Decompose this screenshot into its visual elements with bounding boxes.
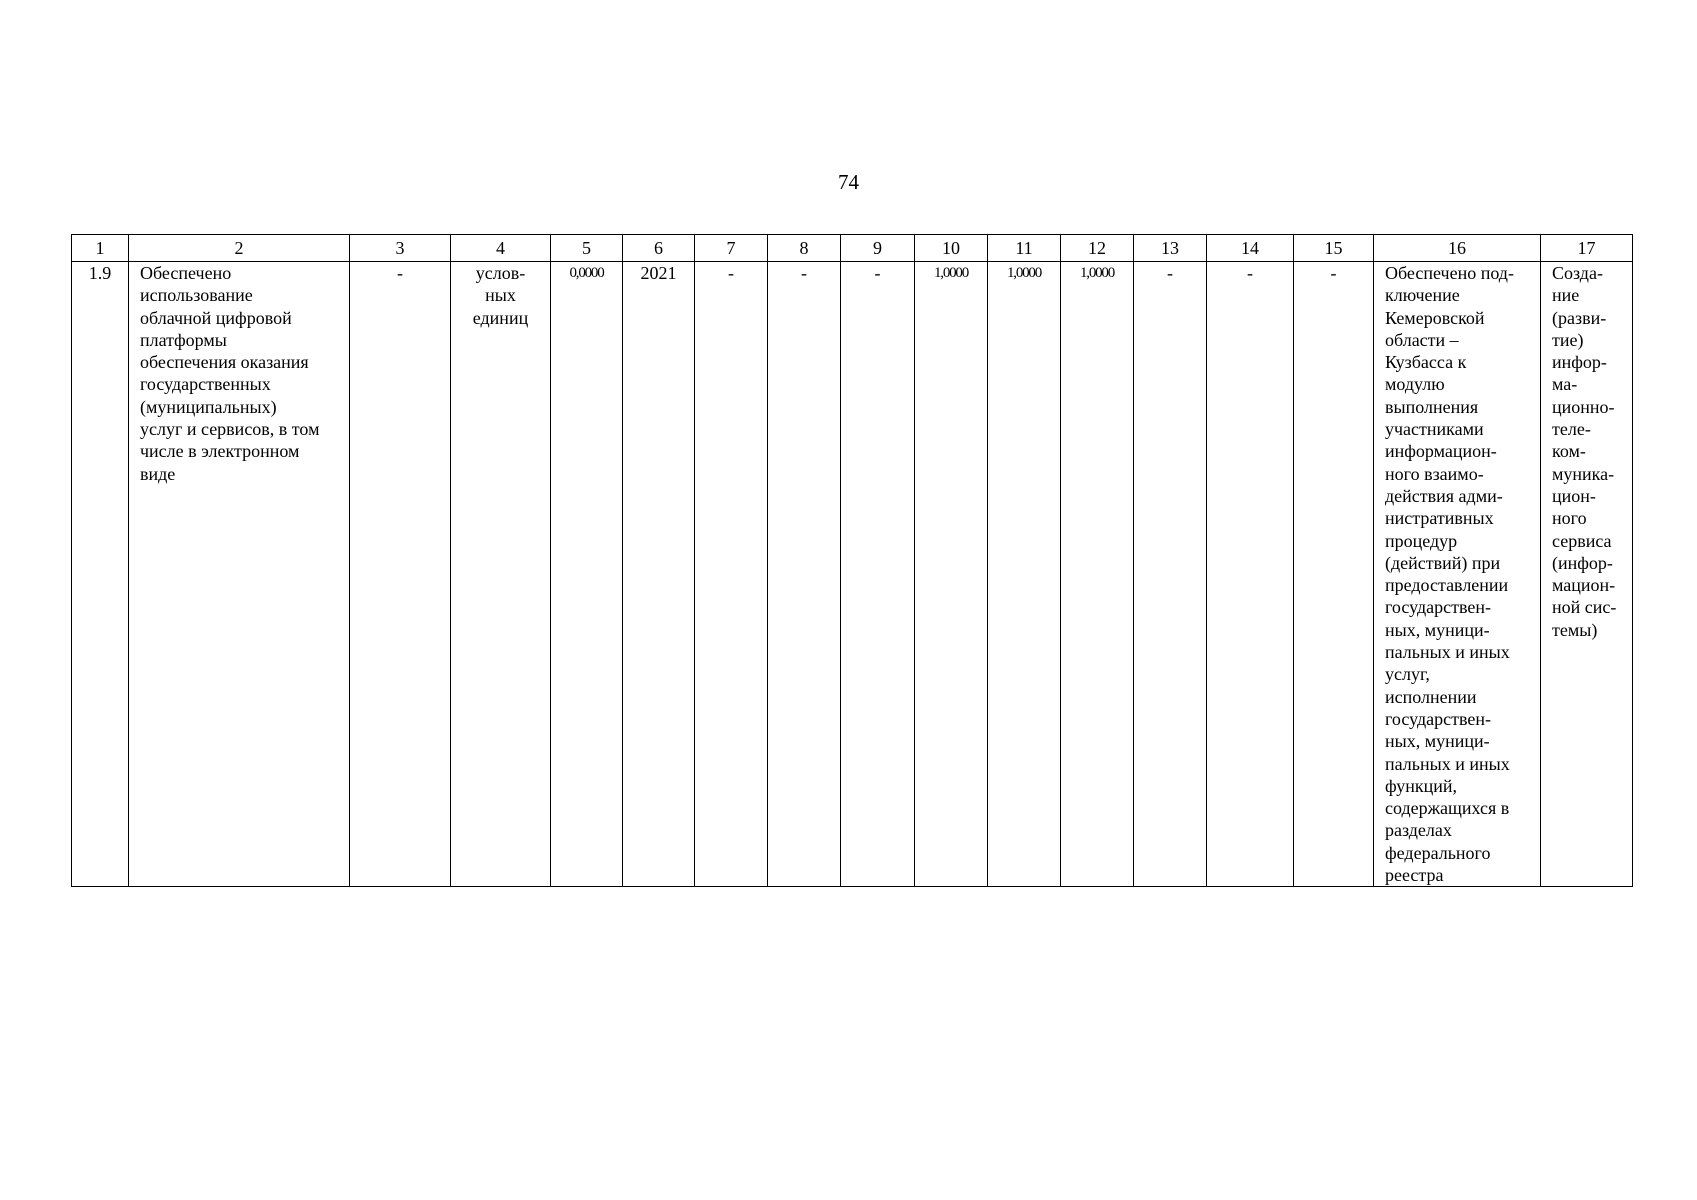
header-cell-8: 8: [768, 235, 841, 262]
cell-col-13: -: [1134, 262, 1207, 887]
header-cell-15: 15: [1294, 235, 1374, 262]
header-cell-10: 10: [915, 235, 988, 262]
header-cell-17: 17: [1541, 235, 1633, 262]
row-number-cell: 1.9: [72, 262, 129, 887]
header-cell-11: 11: [988, 235, 1061, 262]
header-row: [72, 235, 1633, 262]
cell-col-7: -: [695, 262, 768, 887]
header-cell-6: 6: [623, 235, 695, 262]
cell-col-3: -: [350, 262, 451, 887]
header-cell-4: 4: [451, 235, 551, 262]
result-type-cell: Созда- ние (разви- тие) инфор- ма- ционно- теле- ком- муника- цион- ного сервиса (инфор- мацион- ной сис- темы): [1541, 262, 1633, 887]
value-cell-col-12: 1,0000: [1061, 262, 1134, 887]
header-cell-14: 14: [1207, 235, 1294, 262]
value-cell-col-10: 1,0000: [915, 262, 988, 887]
page-number: 74: [838, 170, 859, 194]
header-cell-3: 3: [350, 235, 451, 262]
header-cell-12: 12: [1061, 235, 1134, 262]
cell-col-14: -: [1207, 262, 1294, 887]
value-cell-col-11: 1,0000: [988, 262, 1061, 887]
result-description-cell: Обеспечено под- ключение Кемеровской области – Кузбасса к модулю выполнения участниками информацион- ного взаимо- действия адми- нистративных процедур (действий) при предоставлении государствен- ных, муници- пальных и иных услуг, исполнении государствен- ных, муници- пальных и иных функций, содержащихся в разделах федерального реестра: [1374, 262, 1541, 887]
header-cell-16: 16: [1374, 235, 1541, 262]
cell-col-15: -: [1294, 262, 1374, 887]
cell-col-9: -: [841, 262, 915, 887]
base-value-cell: 0,0000: [551, 262, 623, 887]
table-row: [72, 262, 1633, 887]
unit-cell: услов- ных единиц: [451, 262, 551, 887]
cell-col-8: -: [768, 262, 841, 887]
header-cell-13: 13: [1134, 235, 1207, 262]
header-cell-2: 2: [129, 235, 350, 262]
header-cell-1: 1: [72, 235, 129, 262]
header-cell-7: 7: [695, 235, 768, 262]
header-cell-5: 5: [551, 235, 623, 262]
header-cell-9: 9: [841, 235, 915, 262]
indicator-name-cell: Обеспечено использование облачной цифровой платформы обеспечения оказания государственных (муниципальных) услуг и сервисов, в том числе в электронном виде: [129, 262, 350, 887]
indicator-table: [71, 234, 1633, 887]
base-year-cell: 2021: [623, 262, 695, 887]
